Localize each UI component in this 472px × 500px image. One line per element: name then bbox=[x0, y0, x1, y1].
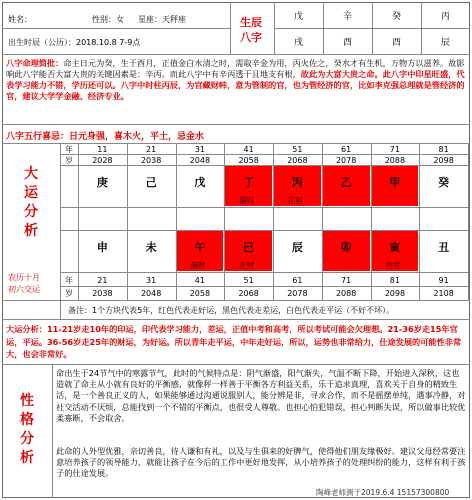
dayun-r1-stem-3 bbox=[225, 166, 272, 206]
dayun-r1-stem-text-0: 庚 bbox=[96, 176, 108, 189]
dayun-r2-sui: 岁 bbox=[65, 288, 73, 298]
dayun-r2-stem-3 bbox=[225, 231, 272, 271]
bazi-top-1: 辛 bbox=[342, 11, 352, 22]
personality-char-1: 格 bbox=[20, 412, 34, 428]
header-vline bbox=[230, 2, 231, 54]
dayun-r1-h3 bbox=[60, 207, 468, 208]
bazi-top-3: 丙 bbox=[440, 11, 450, 22]
dayun-r1-stem-6 bbox=[372, 166, 419, 206]
dayun-r2-nian: 年 bbox=[65, 275, 73, 285]
dayun-v-5 bbox=[322, 144, 323, 300]
dayun-r2-stem-6 bbox=[372, 231, 419, 271]
dayun-r1-stem-4 bbox=[274, 166, 321, 206]
personality-side-divider bbox=[52, 364, 53, 498]
bazi-bottom-3: 辰 bbox=[440, 37, 450, 48]
personality-char-3: 析 bbox=[20, 450, 34, 466]
dayun-r1-stem-7 bbox=[420, 166, 467, 206]
dayun-r2-stem-text-5: 卯 bbox=[340, 241, 352, 254]
personality-side-label bbox=[16, 392, 38, 468]
dayun-r2-stem-1 bbox=[128, 231, 175, 271]
dayun-remark: 备注：1个方块代表5年，红色代表走好运，黑色代表走差运，白色代表走平运（不好不坏）。 bbox=[68, 306, 395, 315]
gender-label: 性别：女 bbox=[92, 15, 124, 24]
dayun-r1-stem-text-1: 己 bbox=[145, 176, 157, 189]
dayun-r1-stem-text-3: 丁 bbox=[243, 176, 255, 189]
dayun-r2-sub-2: 偏财 bbox=[190, 261, 206, 270]
dayun-char-0: 大 bbox=[24, 166, 38, 182]
dayun-r1-sub-3: 偏财 bbox=[239, 196, 255, 205]
dayun-note-1: 农历十月 bbox=[8, 273, 40, 282]
personality-p1: 命出生于24节气中的寒露节气，此时的气候特点是：阴气渐盛，阳气渐失，气温不断下降，开始进入深秋，这也造就了命主从小就有良好的平衡感，就像秤一样善于平衡各方利益关系，乐于追求真理，喜欢关于自身的精致生活，是一个善良正义的人，如果能够通过沟通说服别人，能分辨是非，寻求合作，而不是摇摆单纯，遇事冷静，对社交活动不厌烦，总能找到一个不错的平衡点，也很受人尊敬。也担心怕犯错误，担心判断失误，所以做事比较优柔寡断，不会取舍。 bbox=[56, 368, 466, 423]
dayun-r2-stem-text-4: 辰 bbox=[291, 241, 303, 254]
dayun-r2-stem-7 bbox=[420, 231, 467, 271]
dayun-r2-stem-4 bbox=[274, 231, 321, 271]
dayun-r1-age-6: 71 bbox=[389, 144, 400, 154]
dayun-r1-stem-0 bbox=[79, 166, 126, 206]
dayun-r1-stem-2 bbox=[177, 166, 224, 206]
bazi-bottom-0: 戌 bbox=[293, 37, 303, 48]
dayun-v-8 bbox=[468, 144, 469, 300]
dayun-r1-year-2: 2048 bbox=[189, 155, 211, 165]
dayun-r1-stem-text-2: 戊 bbox=[194, 176, 206, 189]
dayun-r2-year-4: 2078 bbox=[287, 288, 308, 298]
dayun-r1-age-3: 41 bbox=[243, 144, 254, 154]
dayun-r1-sub-4: 正财 bbox=[288, 196, 303, 205]
wuxing-line: 八字五行喜忌：日元身强，喜木火，平土，忌金水 bbox=[6, 132, 205, 142]
dayun-r1-stem-text-7: 癸 bbox=[438, 176, 450, 189]
dayun-r2-age-6: 81 bbox=[389, 275, 400, 285]
dayun-r1-year-1: 2038 bbox=[140, 155, 162, 165]
dayun-r1-nian: 年 bbox=[65, 144, 73, 154]
dayun-r2-sub-6: 伤官 bbox=[385, 261, 401, 270]
dayun-r2-stem-2 bbox=[177, 231, 224, 271]
dayun-r2-stem-text-2: 午 bbox=[194, 241, 206, 254]
dayun-side-label bbox=[20, 165, 42, 241]
dayun-char-1: 运 bbox=[24, 185, 38, 201]
dayun-summary: 大运分析：11-21岁走10年的印运，印代表学习能力，差运，正值中考和高考，所以考试可能会欠理想。21-36岁走15年官运，平运。36-56岁走25年的财运，为好运。所以青年走平运，中年走好运，所以，运势也非常给力，仕途发展的可能性非常大，也会非常好。 bbox=[6, 324, 462, 359]
header-divider bbox=[2, 28, 230, 29]
dayun-v-1 bbox=[127, 144, 128, 300]
dayun-r2-stem-text-6: 寅 bbox=[389, 241, 401, 254]
dayun-r2-year-5: 2088 bbox=[335, 288, 357, 298]
dayun-r2-age-3: 51 bbox=[243, 275, 254, 285]
dayun-v-0 bbox=[78, 144, 79, 300]
dayun-r2-stem-text-1: 未 bbox=[145, 241, 157, 254]
bazi-top-0: 戊 bbox=[293, 11, 303, 22]
dayun-r2-sub-3: 正财 bbox=[239, 261, 255, 270]
footer-signature: 陶峰老师测于2019.6.4 15157300800 bbox=[316, 488, 450, 497]
personality-char-2: 分 bbox=[20, 431, 34, 447]
dayun-r2-h0 bbox=[60, 230, 468, 231]
summary-block bbox=[6, 58, 466, 102]
dayun-r2-h1 bbox=[60, 272, 468, 273]
dayun-r2-stem-text-3: 巳 bbox=[243, 241, 255, 254]
dayun-r2-year-2: 2058 bbox=[189, 288, 211, 298]
dayun-r2-stem-5 bbox=[323, 231, 370, 271]
dayun-r2-year-1: 2048 bbox=[140, 288, 162, 298]
bazi-bottom-2: 酉 bbox=[391, 37, 401, 48]
dayun-r2-age-1: 31 bbox=[146, 275, 157, 285]
section-divider-5 bbox=[2, 319, 470, 320]
dayun-r1-year-0: 2028 bbox=[92, 155, 113, 165]
section-divider-1 bbox=[2, 54, 470, 55]
dayun-r2-year-7: 2108 bbox=[433, 288, 454, 298]
dayun-r1-year-3: 2058 bbox=[238, 155, 259, 165]
dayun-r1-year-7: 2098 bbox=[433, 155, 454, 165]
dayun-r2-age-2: 41 bbox=[194, 275, 205, 285]
dayun-r1-year-6: 2088 bbox=[384, 155, 406, 165]
dayun-r2-age-5: 71 bbox=[341, 275, 352, 285]
dayun-r2-age-4: 61 bbox=[292, 275, 303, 285]
dayun-r1-stem-text-5: 乙 bbox=[340, 176, 352, 189]
dayun-v-7 bbox=[419, 144, 420, 300]
dayun-r1-stem-5 bbox=[323, 166, 370, 206]
dayun-v-4 bbox=[273, 144, 274, 300]
dayun-r2-year-6: 2098 bbox=[384, 288, 406, 298]
section-divider-2 bbox=[2, 124, 470, 125]
dayun-note-2: 初六交运 bbox=[8, 285, 40, 294]
bazi-title-1: 生辰 bbox=[240, 16, 262, 29]
bazi-bottom-1: 酉 bbox=[342, 37, 352, 48]
dayun-r1-age-5: 61 bbox=[341, 144, 352, 154]
bazi-top-2: 癸 bbox=[391, 11, 401, 22]
section-divider-4 bbox=[2, 300, 470, 301]
dayun-r1-year-5: 2078 bbox=[335, 155, 357, 165]
dayun-r2-age-0: 21 bbox=[97, 275, 108, 285]
dayun-r2-year-3: 2068 bbox=[238, 288, 259, 298]
section-divider-6 bbox=[2, 364, 470, 365]
dayun-r1-age-0: 11 bbox=[97, 144, 108, 154]
dayun-r1-age-1: 21 bbox=[146, 144, 157, 154]
dayun-r2-stem-text-7: 丑 bbox=[438, 241, 450, 254]
dayun-char-2: 分 bbox=[24, 204, 38, 220]
dayun-char-3: 析 bbox=[24, 223, 38, 239]
dayun-r2-year-0: 2038 bbox=[92, 288, 113, 298]
dayun-r1-stem-text-6: 甲 bbox=[389, 176, 401, 189]
dayun-r2-stem-0 bbox=[79, 231, 126, 271]
dayun-r1-age-4: 51 bbox=[292, 144, 303, 154]
name-label: 姓名： bbox=[8, 15, 32, 24]
dayun-v-3 bbox=[224, 144, 225, 300]
dayun-r2-stem-text-0: 申 bbox=[96, 241, 108, 254]
dayun-r1-year-4: 2068 bbox=[287, 155, 308, 165]
dayun-r1-sui: 岁 bbox=[65, 155, 73, 165]
summary-highlight: 故此为大富大贵之命。此八字中印星旺盛，代表学习能力不错，学历还可以。八字中时柱丙辰，为官藏财帏，意为管制的官，也为管经济的官，比如李克强总理就是管经济的官，建议大学学金融、经济专业。 bbox=[6, 69, 465, 101]
dayun-r1-age-7: 81 bbox=[438, 144, 449, 154]
personality-char-0: 性 bbox=[20, 393, 34, 409]
personality-p2: 此命的人外型优雅，亲切善良，待人谦和有礼，以及与生俱来的好脾气，使得他们朋友缘极好。建议父母经常要注意培养孩子的领导能力，就能让孩子在今后的工作中更好地发挥，从小培养孩子的处理纠纷的能力，这样有利于孩子的仕途发展。 bbox=[56, 446, 466, 479]
birth-label: 出生时辰（公历）：2018.10.8 7-9点 bbox=[8, 38, 141, 47]
dayun-v-2 bbox=[176, 144, 177, 300]
dayun-r1-stem-text-4: 丙 bbox=[291, 176, 303, 189]
dayun-r1-stem-1 bbox=[128, 166, 175, 206]
bazi-title-2: 八字 bbox=[240, 31, 262, 44]
dayun-v-6 bbox=[371, 144, 372, 300]
dayun-r1-age-2: 31 bbox=[194, 144, 205, 154]
summary-text: 命主日元为癸，生于酉月，正值金白水清之时，需取辛金为用，丙火佐之，癸水才有生机，万物方以滋养。故影响此八字能否大富大贵的关键因素是：辛丙。而此八字中有辛丙透干且地支有根， bbox=[6, 58, 465, 79]
zodiac-label: 星座：天秤座 bbox=[138, 15, 186, 24]
summary-title: 八字命理简批： bbox=[6, 58, 64, 68]
dayun-r2-age-7: 91 bbox=[438, 275, 449, 285]
